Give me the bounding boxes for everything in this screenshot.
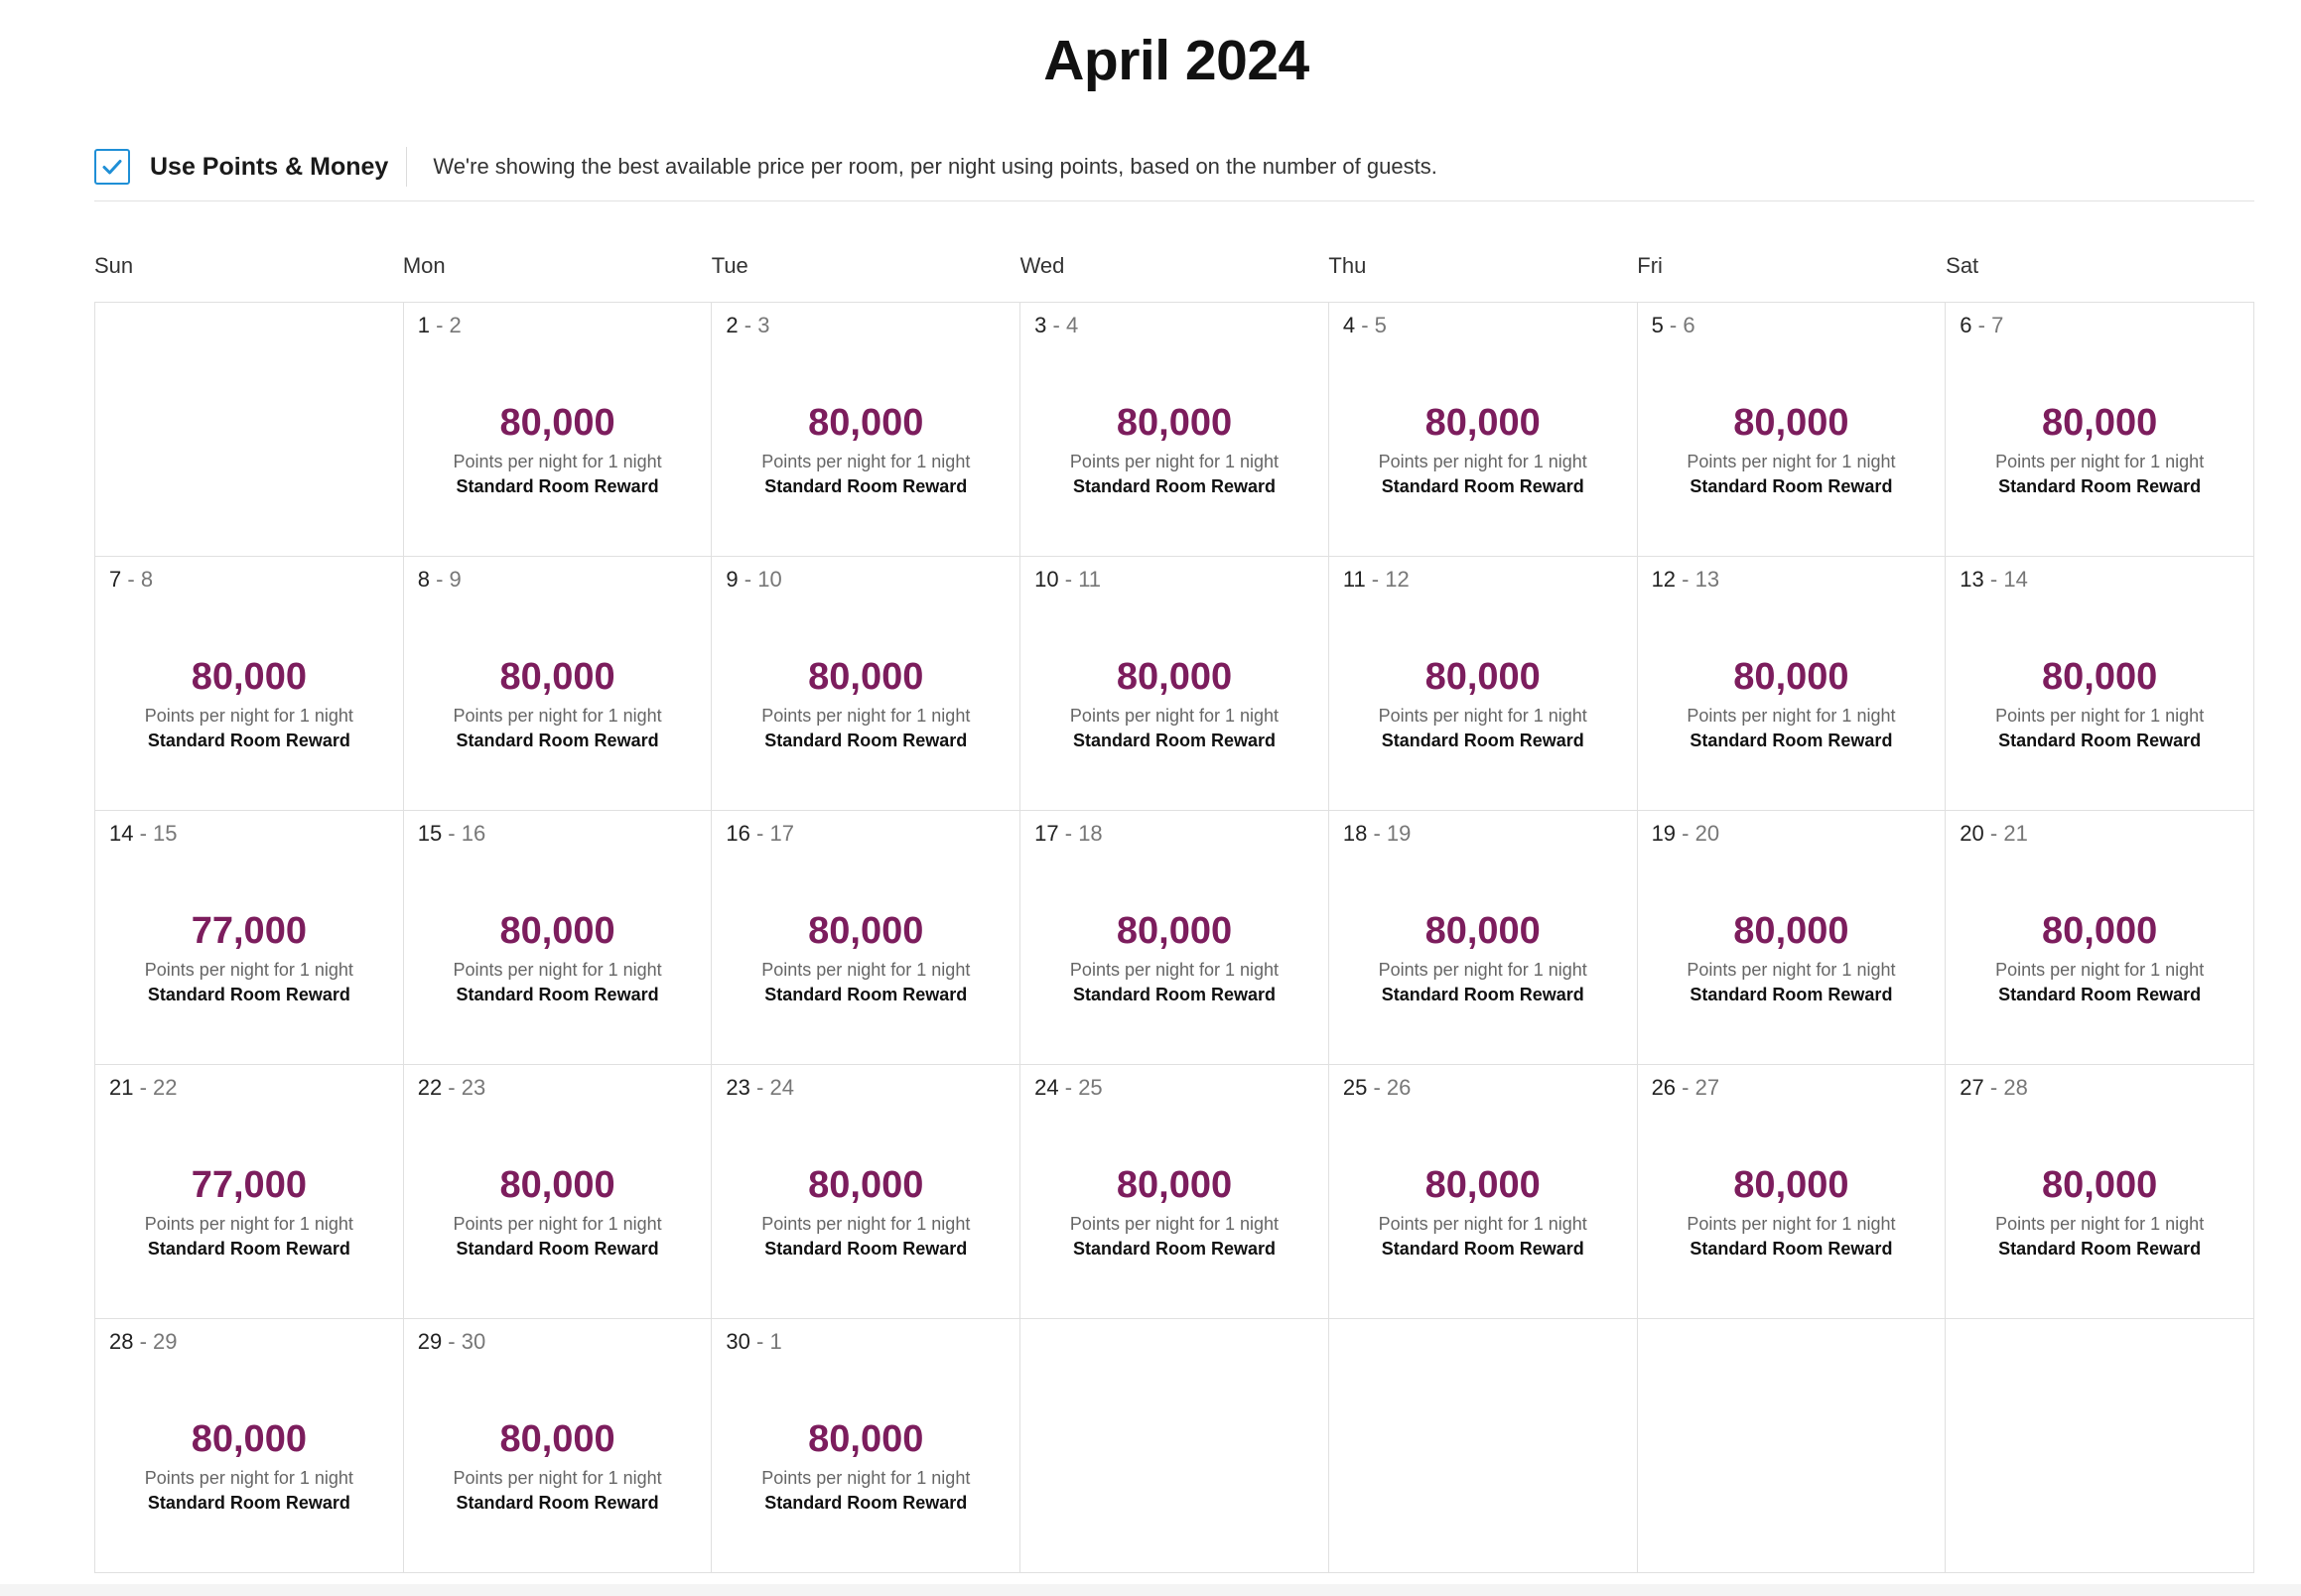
date-range	[1034, 567, 1101, 593]
date-start: 8	[417, 567, 430, 592]
weekday-thu: Thu	[1328, 253, 1367, 278]
date-start: 7	[109, 567, 122, 592]
page-title: April 2024	[1043, 29, 1309, 92]
points-price: 80,000	[1116, 402, 1233, 444]
price-description: Points per night for 1 night	[1995, 452, 2205, 471]
points-price: 80,000	[2042, 656, 2158, 698]
calendar-empty-cell	[1638, 1319, 1947, 1573]
date-range	[1960, 1075, 2028, 1101]
reward-type: Standard Room Reward	[456, 1239, 659, 1259]
date-end: 1	[769, 1329, 782, 1354]
points-price: 80,000	[1116, 656, 1233, 698]
price-description: Points per night for 1 night	[1378, 960, 1587, 980]
calendar-day-cell[interactable]	[712, 303, 1020, 557]
date-start: 21	[109, 1075, 134, 1100]
price-description: Points per night for 1 night	[1069, 1214, 1280, 1234]
reward-type: Standard Room Reward	[147, 1239, 350, 1259]
date-start: 22	[417, 1075, 443, 1100]
weekday-header	[94, 253, 2254, 279]
date-end: 11	[1078, 567, 1102, 592]
date-range	[1652, 313, 1695, 338]
date-range	[109, 1329, 178, 1355]
date-separator: -	[1983, 567, 2004, 592]
reward-type: Standard Room Reward	[764, 1239, 968, 1259]
calendar-day-cell[interactable]	[404, 557, 713, 811]
calendar-day-cell[interactable]	[1020, 303, 1329, 557]
date-range	[418, 1075, 486, 1101]
date-end: 27	[1694, 1075, 1720, 1100]
date-start: 19	[1651, 821, 1677, 846]
date-range	[726, 1329, 781, 1355]
price-description: Points per night for 1 night	[761, 706, 971, 726]
date-range	[109, 1075, 178, 1101]
reward-type: Standard Room Reward	[1998, 1239, 2202, 1259]
calendar-day-cell[interactable]	[1329, 1065, 1638, 1319]
calendar-day-cell[interactable]	[404, 811, 713, 1065]
calendar-day-cell[interactable]	[712, 811, 1020, 1065]
points-price: 80,000	[499, 402, 615, 444]
date-separator: -	[1676, 821, 1695, 846]
price-description: Points per night for 1 night	[144, 960, 353, 980]
reward-type: Standard Room Reward	[1072, 731, 1276, 750]
price-description: Points per night for 1 night	[1687, 960, 1896, 980]
date-end: 26	[1386, 1075, 1412, 1100]
date-range	[109, 567, 153, 593]
reward-type: Standard Room Reward	[456, 476, 659, 496]
reward-type: Standard Room Reward	[456, 731, 659, 750]
use-points-money-label[interactable]: Use Points & Money	[150, 147, 407, 187]
date-range	[418, 313, 462, 338]
calendar-day-cell[interactable]	[1638, 1065, 1947, 1319]
date-start: 27	[1960, 1075, 1984, 1100]
reward-type: Standard Room Reward	[764, 985, 968, 1004]
price-description: Points per night for 1 night	[1687, 706, 1896, 726]
date-start: 5	[1651, 313, 1664, 337]
calendar-day-cell[interactable]	[1638, 557, 1947, 811]
date-separator: -	[133, 1329, 154, 1354]
date-separator: -	[1058, 1075, 1079, 1100]
price-description: Points per night for 1 night	[761, 1468, 971, 1488]
date-separator: -	[133, 821, 154, 846]
date-range	[109, 821, 178, 847]
date-end: 5	[1374, 313, 1387, 337]
date-range	[1652, 567, 1720, 593]
reward-type: Standard Room Reward	[1072, 476, 1276, 496]
points-price: 80,000	[808, 1418, 924, 1460]
price-description: Points per night for 1 night	[1378, 452, 1587, 471]
date-start: 25	[1342, 1075, 1368, 1100]
date-end: 29	[153, 1329, 178, 1354]
reward-type: Standard Room Reward	[147, 1493, 350, 1513]
date-separator: -	[442, 1329, 462, 1354]
price-description: Points per night for 1 night	[1378, 1214, 1587, 1234]
points-price: 80,000	[2042, 1164, 2158, 1206]
page-bottom-edge	[0, 1584, 2301, 1596]
date-separator: -	[429, 567, 450, 592]
date-start: 17	[1034, 821, 1059, 846]
price-description: Points per night for 1 night	[1069, 452, 1280, 471]
date-start: 12	[1651, 567, 1677, 592]
points-price: 80,000	[499, 656, 615, 698]
date-end: 30	[461, 1329, 486, 1354]
reward-type: Standard Room Reward	[764, 476, 968, 496]
calendar-empty-cell	[95, 303, 404, 557]
calendar-day-cell[interactable]	[95, 557, 404, 811]
points-price: 80,000	[808, 402, 924, 444]
date-end: 19	[1386, 821, 1412, 846]
reward-type: Standard Room Reward	[1690, 731, 1893, 750]
date-start: 18	[1342, 821, 1368, 846]
reward-type: Standard Room Reward	[456, 1493, 659, 1513]
date-start: 4	[1342, 313, 1356, 337]
date-range	[1343, 1075, 1412, 1101]
date-range	[726, 1075, 794, 1101]
price-description: Points per night for 1 night	[1378, 706, 1587, 726]
date-start: 11	[1342, 567, 1366, 592]
date-end: 8	[140, 567, 154, 592]
points-price: 77,000	[191, 910, 307, 952]
date-start: 1	[417, 313, 430, 337]
date-end: 17	[769, 821, 794, 846]
calendar-day-cell[interactable]	[1020, 811, 1329, 1065]
price-description: Points per night for 1 night	[1995, 1214, 2205, 1234]
date-separator: -	[749, 1075, 770, 1100]
points-price: 80,000	[1733, 910, 1849, 952]
date-separator: -	[1355, 313, 1375, 337]
calendar-day-cell[interactable]	[95, 811, 404, 1065]
calendar-day-cell[interactable]	[1638, 811, 1947, 1065]
calendar-day-cell[interactable]	[1946, 303, 2254, 557]
date-range	[1960, 821, 2028, 847]
price-description: Points per night for 1 night	[1995, 960, 2205, 980]
checkmark-icon	[100, 155, 124, 179]
calendar-day-cell[interactable]	[1638, 303, 1947, 557]
weekday-sat: Sat	[1946, 253, 1979, 278]
price-description: Points per night for 1 night	[1069, 706, 1280, 726]
price-description: Points per night for 1 night	[453, 706, 662, 726]
date-separator: -	[1663, 313, 1684, 337]
price-description: Points per night for 1 night	[144, 706, 353, 726]
calendar-day-cell[interactable]	[1946, 557, 2254, 811]
date-separator: -	[1058, 567, 1079, 592]
points-price: 80,000	[1424, 402, 1541, 444]
date-start: 26	[1651, 1075, 1677, 1100]
reward-type: Standard Room Reward	[1072, 985, 1276, 1004]
date-start: 6	[1960, 313, 1972, 337]
reward-type: Standard Room Reward	[1998, 731, 2202, 750]
date-end: 25	[1078, 1075, 1103, 1100]
date-end: 3	[757, 313, 770, 337]
points-price: 77,000	[191, 1164, 307, 1206]
price-description: Points per night for 1 night	[1069, 960, 1280, 980]
date-start: 3	[1034, 313, 1047, 337]
date-range	[418, 821, 486, 847]
points-price: 80,000	[1733, 1164, 1849, 1206]
date-start: 2	[726, 313, 739, 337]
date-range	[1652, 821, 1720, 847]
points-price: 80,000	[191, 656, 307, 698]
pricing-info-text: We're showing the best available price per room, per night using points, based on the number of guests.	[433, 154, 1437, 179]
date-separator: -	[1983, 821, 2004, 846]
reward-type: Standard Room Reward	[1381, 985, 1584, 1004]
calendar-day-cell[interactable]	[404, 1319, 713, 1573]
points-price: 80,000	[808, 1164, 924, 1206]
calendar-grid	[94, 302, 2254, 1573]
date-end: 10	[757, 567, 782, 592]
reward-type: Standard Room Reward	[147, 731, 350, 750]
points-price: 80,000	[1424, 910, 1541, 952]
date-separator: -	[738, 567, 758, 592]
use-points-money-checkbox[interactable]	[94, 149, 130, 185]
reward-type: Standard Room Reward	[764, 1493, 968, 1513]
date-end: 9	[449, 567, 462, 592]
date-end: 21	[2003, 821, 2028, 846]
date-end: 14	[2003, 567, 2028, 592]
reward-type: Standard Room Reward	[1381, 731, 1584, 750]
points-price: 80,000	[2042, 910, 2158, 952]
points-price: 80,000	[1424, 1164, 1541, 1206]
date-range	[1960, 567, 2028, 593]
points-money-toolbar	[94, 137, 2254, 201]
reward-type: Standard Room Reward	[1998, 476, 2202, 496]
price-description: Points per night for 1 night	[1687, 452, 1896, 471]
price-description: Points per night for 1 night	[453, 1468, 662, 1488]
points-price: 80,000	[1116, 1164, 1233, 1206]
reward-type: Standard Room Reward	[147, 985, 350, 1004]
points-price: 80,000	[499, 1418, 615, 1460]
date-start: 30	[726, 1329, 750, 1354]
calendar-day-cell[interactable]	[712, 1065, 1020, 1319]
points-price: 80,000	[191, 1418, 307, 1460]
calendar-day-cell[interactable]	[95, 1065, 404, 1319]
date-range	[1343, 567, 1410, 593]
date-range	[726, 567, 781, 593]
date-end: 4	[1065, 313, 1079, 337]
date-range	[1034, 821, 1103, 847]
reward-type: Standard Room Reward	[1381, 476, 1584, 496]
calendar-day-cell[interactable]	[1329, 303, 1638, 557]
date-range	[1652, 1075, 1720, 1101]
points-price: 80,000	[808, 910, 924, 952]
date-separator: -	[1676, 567, 1695, 592]
price-description: Points per night for 1 night	[144, 1214, 353, 1234]
price-description: Points per night for 1 night	[1687, 1214, 1896, 1234]
date-range	[1960, 313, 2003, 338]
date-separator: -	[738, 313, 758, 337]
date-end: 20	[1694, 821, 1720, 846]
price-description: Points per night for 1 night	[144, 1468, 353, 1488]
calendar-day-cell[interactable]	[404, 1065, 713, 1319]
reward-type: Standard Room Reward	[1690, 1239, 1893, 1259]
date-start: 14	[109, 821, 134, 846]
date-range	[1343, 313, 1387, 338]
price-description: Points per night for 1 night	[453, 1214, 662, 1234]
date-end: 22	[153, 1075, 178, 1100]
date-range	[726, 821, 794, 847]
date-end: 2	[449, 313, 462, 337]
reward-type: Standard Room Reward	[1381, 1239, 1584, 1259]
reward-type: Standard Room Reward	[764, 731, 968, 750]
calendar-empty-cell	[1946, 1319, 2254, 1573]
date-separator: -	[1058, 821, 1079, 846]
date-separator: -	[442, 1075, 462, 1100]
calendar-day-cell[interactable]	[1329, 811, 1638, 1065]
weekday-wed: Wed	[1019, 253, 1065, 278]
date-start: 13	[1960, 567, 1984, 592]
date-range	[418, 567, 462, 593]
date-range	[418, 1329, 486, 1355]
reward-type: Standard Room Reward	[1998, 985, 2202, 1004]
date-separator: -	[1983, 1075, 2004, 1100]
calendar-empty-cell	[1020, 1319, 1329, 1573]
date-end: 18	[1078, 821, 1103, 846]
date-separator: -	[1367, 821, 1387, 846]
date-separator: -	[442, 821, 462, 846]
calendar-day-cell[interactable]	[1946, 811, 2254, 1065]
date-separator: -	[133, 1075, 154, 1100]
date-end: 15	[153, 821, 178, 846]
date-end: 12	[1385, 567, 1410, 592]
date-end: 13	[1694, 567, 1720, 592]
price-description: Points per night for 1 night	[453, 452, 662, 471]
date-end: 7	[1991, 313, 2004, 337]
date-start: 23	[726, 1075, 750, 1100]
date-end: 6	[1683, 313, 1695, 337]
weekday-fri: Fri	[1637, 253, 1663, 278]
date-separator: -	[1676, 1075, 1695, 1100]
date-separator: -	[1971, 313, 1992, 337]
calendar-day-cell[interactable]	[712, 557, 1020, 811]
reward-type: Standard Room Reward	[1690, 985, 1893, 1004]
date-start: 28	[109, 1329, 134, 1354]
points-price: 80,000	[1733, 656, 1849, 698]
calendar-day-cell[interactable]	[1020, 1065, 1329, 1319]
date-start: 15	[417, 821, 443, 846]
date-separator: -	[749, 1329, 770, 1354]
date-separator: -	[121, 567, 141, 592]
date-end: 16	[461, 821, 486, 846]
points-price: 80,000	[499, 910, 615, 952]
date-start: 29	[417, 1329, 443, 1354]
points-price: 80,000	[499, 1164, 615, 1206]
price-description: Points per night for 1 night	[761, 1214, 971, 1234]
date-separator: -	[1365, 567, 1386, 592]
calendar-empty-cell	[1329, 1319, 1638, 1573]
date-range	[1034, 1075, 1103, 1101]
price-description: Points per night for 1 night	[761, 452, 971, 471]
date-separator: -	[749, 821, 770, 846]
price-description: Points per night for 1 night	[453, 960, 662, 980]
weekday-tue: Tue	[711, 253, 748, 278]
calendar-day-cell[interactable]	[404, 303, 713, 557]
date-end: 23	[461, 1075, 486, 1100]
weekday-mon: Mon	[402, 253, 446, 278]
reward-type: Standard Room Reward	[1072, 1239, 1276, 1259]
price-description: Points per night for 1 night	[1995, 706, 2205, 726]
points-price: 80,000	[2042, 402, 2158, 444]
points-price: 80,000	[1116, 910, 1233, 952]
date-end: 28	[2003, 1075, 2028, 1100]
date-range	[1034, 313, 1078, 338]
points-price: 80,000	[808, 656, 924, 698]
reward-type: Standard Room Reward	[1690, 476, 1893, 496]
points-price: 80,000	[1733, 402, 1849, 444]
price-description: Points per night for 1 night	[761, 960, 971, 980]
date-end: 24	[769, 1075, 794, 1100]
points-price: 80,000	[1424, 656, 1541, 698]
calendar-day-cell[interactable]	[1946, 1065, 2254, 1319]
date-start: 24	[1034, 1075, 1059, 1100]
calendar-day-cell[interactable]	[712, 1319, 1020, 1573]
date-separator: -	[429, 313, 450, 337]
date-start: 10	[1034, 567, 1059, 592]
date-start: 20	[1960, 821, 1984, 846]
date-start: 9	[726, 567, 739, 592]
date-separator: -	[1367, 1075, 1387, 1100]
date-range	[1343, 821, 1412, 847]
calendar-day-cell[interactable]	[1329, 557, 1638, 811]
date-range	[726, 313, 769, 338]
date-start: 16	[726, 821, 750, 846]
calendar-day-cell[interactable]	[95, 1319, 404, 1573]
date-separator: -	[1046, 313, 1066, 337]
reward-type: Standard Room Reward	[456, 985, 659, 1004]
weekday-sun: Sun	[94, 253, 134, 278]
calendar-day-cell[interactable]	[1020, 557, 1329, 811]
